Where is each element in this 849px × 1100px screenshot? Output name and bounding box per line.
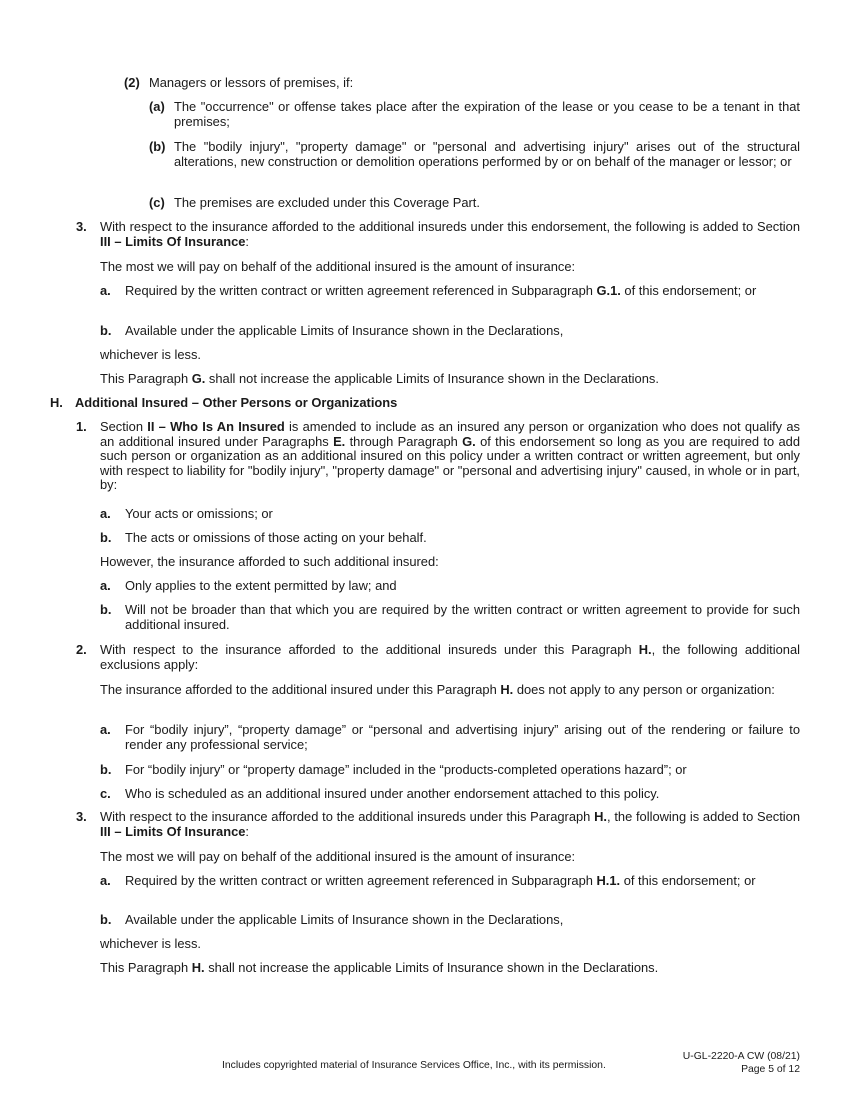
paragraph-whichever: whichever is less. (100, 936, 202, 951)
item-text: With respect to the insurance afforded to the additional insureds under this endorsement, the following is added to Section III – Limits Of Insurance: (100, 219, 800, 249)
item-h1 (76, 420, 800, 493)
item-label: (c) (149, 195, 165, 210)
form-number: U-GL-2220-A CW (08/21) (682, 1051, 800, 1062)
item-text: With respect to the insurance afforded to the additional insureds under this Paragraph H., the following is added to Section III – Limits Of Insurance: (100, 809, 800, 839)
item-text: With respect to the insurance afforded to the additional insureds under this Paragraph H., the following additional exclusions apply: (100, 642, 801, 672)
item-g2 (124, 76, 800, 91)
item-text: The "occurrence" or offense takes place after the expiration of the lease or you cease to be a tenant in that premises; (174, 99, 800, 129)
item-label: (a) (149, 99, 165, 114)
item-h2 (76, 643, 800, 672)
section-h-heading (50, 396, 800, 411)
item-text: Available under the applicable Limits of Insurance shown in the Declarations, (125, 323, 564, 338)
item-h3 (76, 810, 800, 839)
item-text: Your acts or omissions; or (125, 506, 273, 521)
item-g2b (149, 140, 800, 169)
paragraph-closing: This Paragraph H. shall not increase the applicable Limits of Insurance shown in the Declarations. (100, 960, 659, 975)
item-label: c. (100, 786, 111, 801)
page-number: Page 5 of 12 (741, 1064, 800, 1075)
item-label: 3. (76, 219, 87, 234)
item-label: b. (100, 602, 112, 617)
paragraph-intro: The most we will pay on behalf of the additional insured is the amount of insurance: (100, 259, 576, 274)
item-text: Required by the written contract or written agreement referenced in Subparagraph G.1. of this endorsement; or (125, 283, 757, 298)
item-label: b. (100, 530, 112, 545)
item-text: Required by the written contract or written agreement referenced in Subparagraph H.1. of this endorsement; or (125, 873, 756, 888)
item-label: b. (100, 323, 112, 338)
item-g2a (149, 100, 800, 129)
item-h1b2 (100, 603, 800, 632)
item-text: For “bodily injury”, “property damage” or “personal and advertising injury” arising out of the rendering or failure to render any professional service; (125, 722, 800, 752)
item-g2c (149, 196, 800, 211)
item-label: 1. (76, 419, 87, 434)
section-title: Additional Insured – Other Persons or Organizations (75, 395, 398, 410)
item-text: The acts or omissions of those acting on your behalf. (125, 530, 427, 545)
item-h1b (100, 531, 800, 546)
item-text: For “bodily injury” or “property damage” included in the “products-completed operations hazard”; or (125, 762, 687, 777)
item-h2a (100, 723, 800, 752)
item-label: b. (100, 762, 112, 777)
item-h2b (100, 763, 800, 778)
item-g3 (76, 220, 800, 249)
footer-form-info (683, 1050, 800, 1076)
item-label: a. (100, 283, 111, 298)
item-h1a (100, 507, 800, 522)
item-h1a2 (100, 579, 800, 594)
paragraph-whichever: whichever is less. (100, 347, 202, 362)
item-text: Managers or lessors of premises, if: (149, 75, 354, 90)
item-text: Only applies to the extent permitted by law; and (125, 578, 397, 593)
item-text: Who is scheduled as an additional insured under another endorsement attached to this policy. (125, 786, 660, 801)
item-text: The "bodily injury", "property damage" or "personal and advertising injury" arises out of the structural alterations, new construction or demolition operations performed by or on behalf of the manager or lessor; or (174, 139, 800, 169)
item-label: 2. (76, 642, 87, 657)
item-label: (2) (124, 75, 140, 90)
item-text: Available under the applicable Limits of Insurance shown in the Declarations, (125, 912, 564, 927)
paragraph-closing: This Paragraph G. shall not increase the applicable Limits of Insurance shown in the Declarations. (100, 371, 659, 386)
item-label: a. (100, 506, 111, 521)
paragraph-exclusions-intro: The insurance afforded to the additional insured under this Paragraph H. does not apply to any person or organization: (100, 682, 775, 697)
item-g3a (100, 284, 800, 299)
section-label: H. (50, 395, 63, 410)
item-text: The premises are excluded under this Coverage Part. (174, 195, 480, 210)
item-label: b. (100, 912, 112, 927)
item-g3b (100, 324, 800, 339)
item-text: Section II – Who Is An Insured is amended to include as an insured any person or organization who does not qualify as an additional insured under Paragraphs E. through Paragraph G. of this endorsement so long as you are required to add such person or organization as an additional insured on this policy under a written contract or written agreement, but only with respect to liability for "bodily injury", "property damage" or "personal and advertising injury" caused, in whole or in part, by: (100, 419, 800, 493)
item-label: (b) (149, 139, 166, 154)
item-h3b (100, 913, 800, 928)
paragraph-however: However, the insurance afforded to such additional insured: (100, 554, 439, 569)
item-label: 3. (76, 809, 87, 824)
item-h3a (100, 874, 800, 889)
footer-copyright: Includes copyrighted material of Insurance Services Office, Inc., with its permission. (222, 1060, 606, 1071)
item-h2c (100, 787, 800, 802)
item-text: Will not be broader than that which you are required by the written contract or written agreement to provide for such additional insured. (125, 602, 800, 632)
item-label: a. (100, 578, 111, 593)
item-label: a. (100, 873, 111, 888)
item-label: a. (100, 722, 111, 737)
paragraph-intro: The most we will pay on behalf of the additional insured is the amount of insurance: (100, 849, 576, 864)
